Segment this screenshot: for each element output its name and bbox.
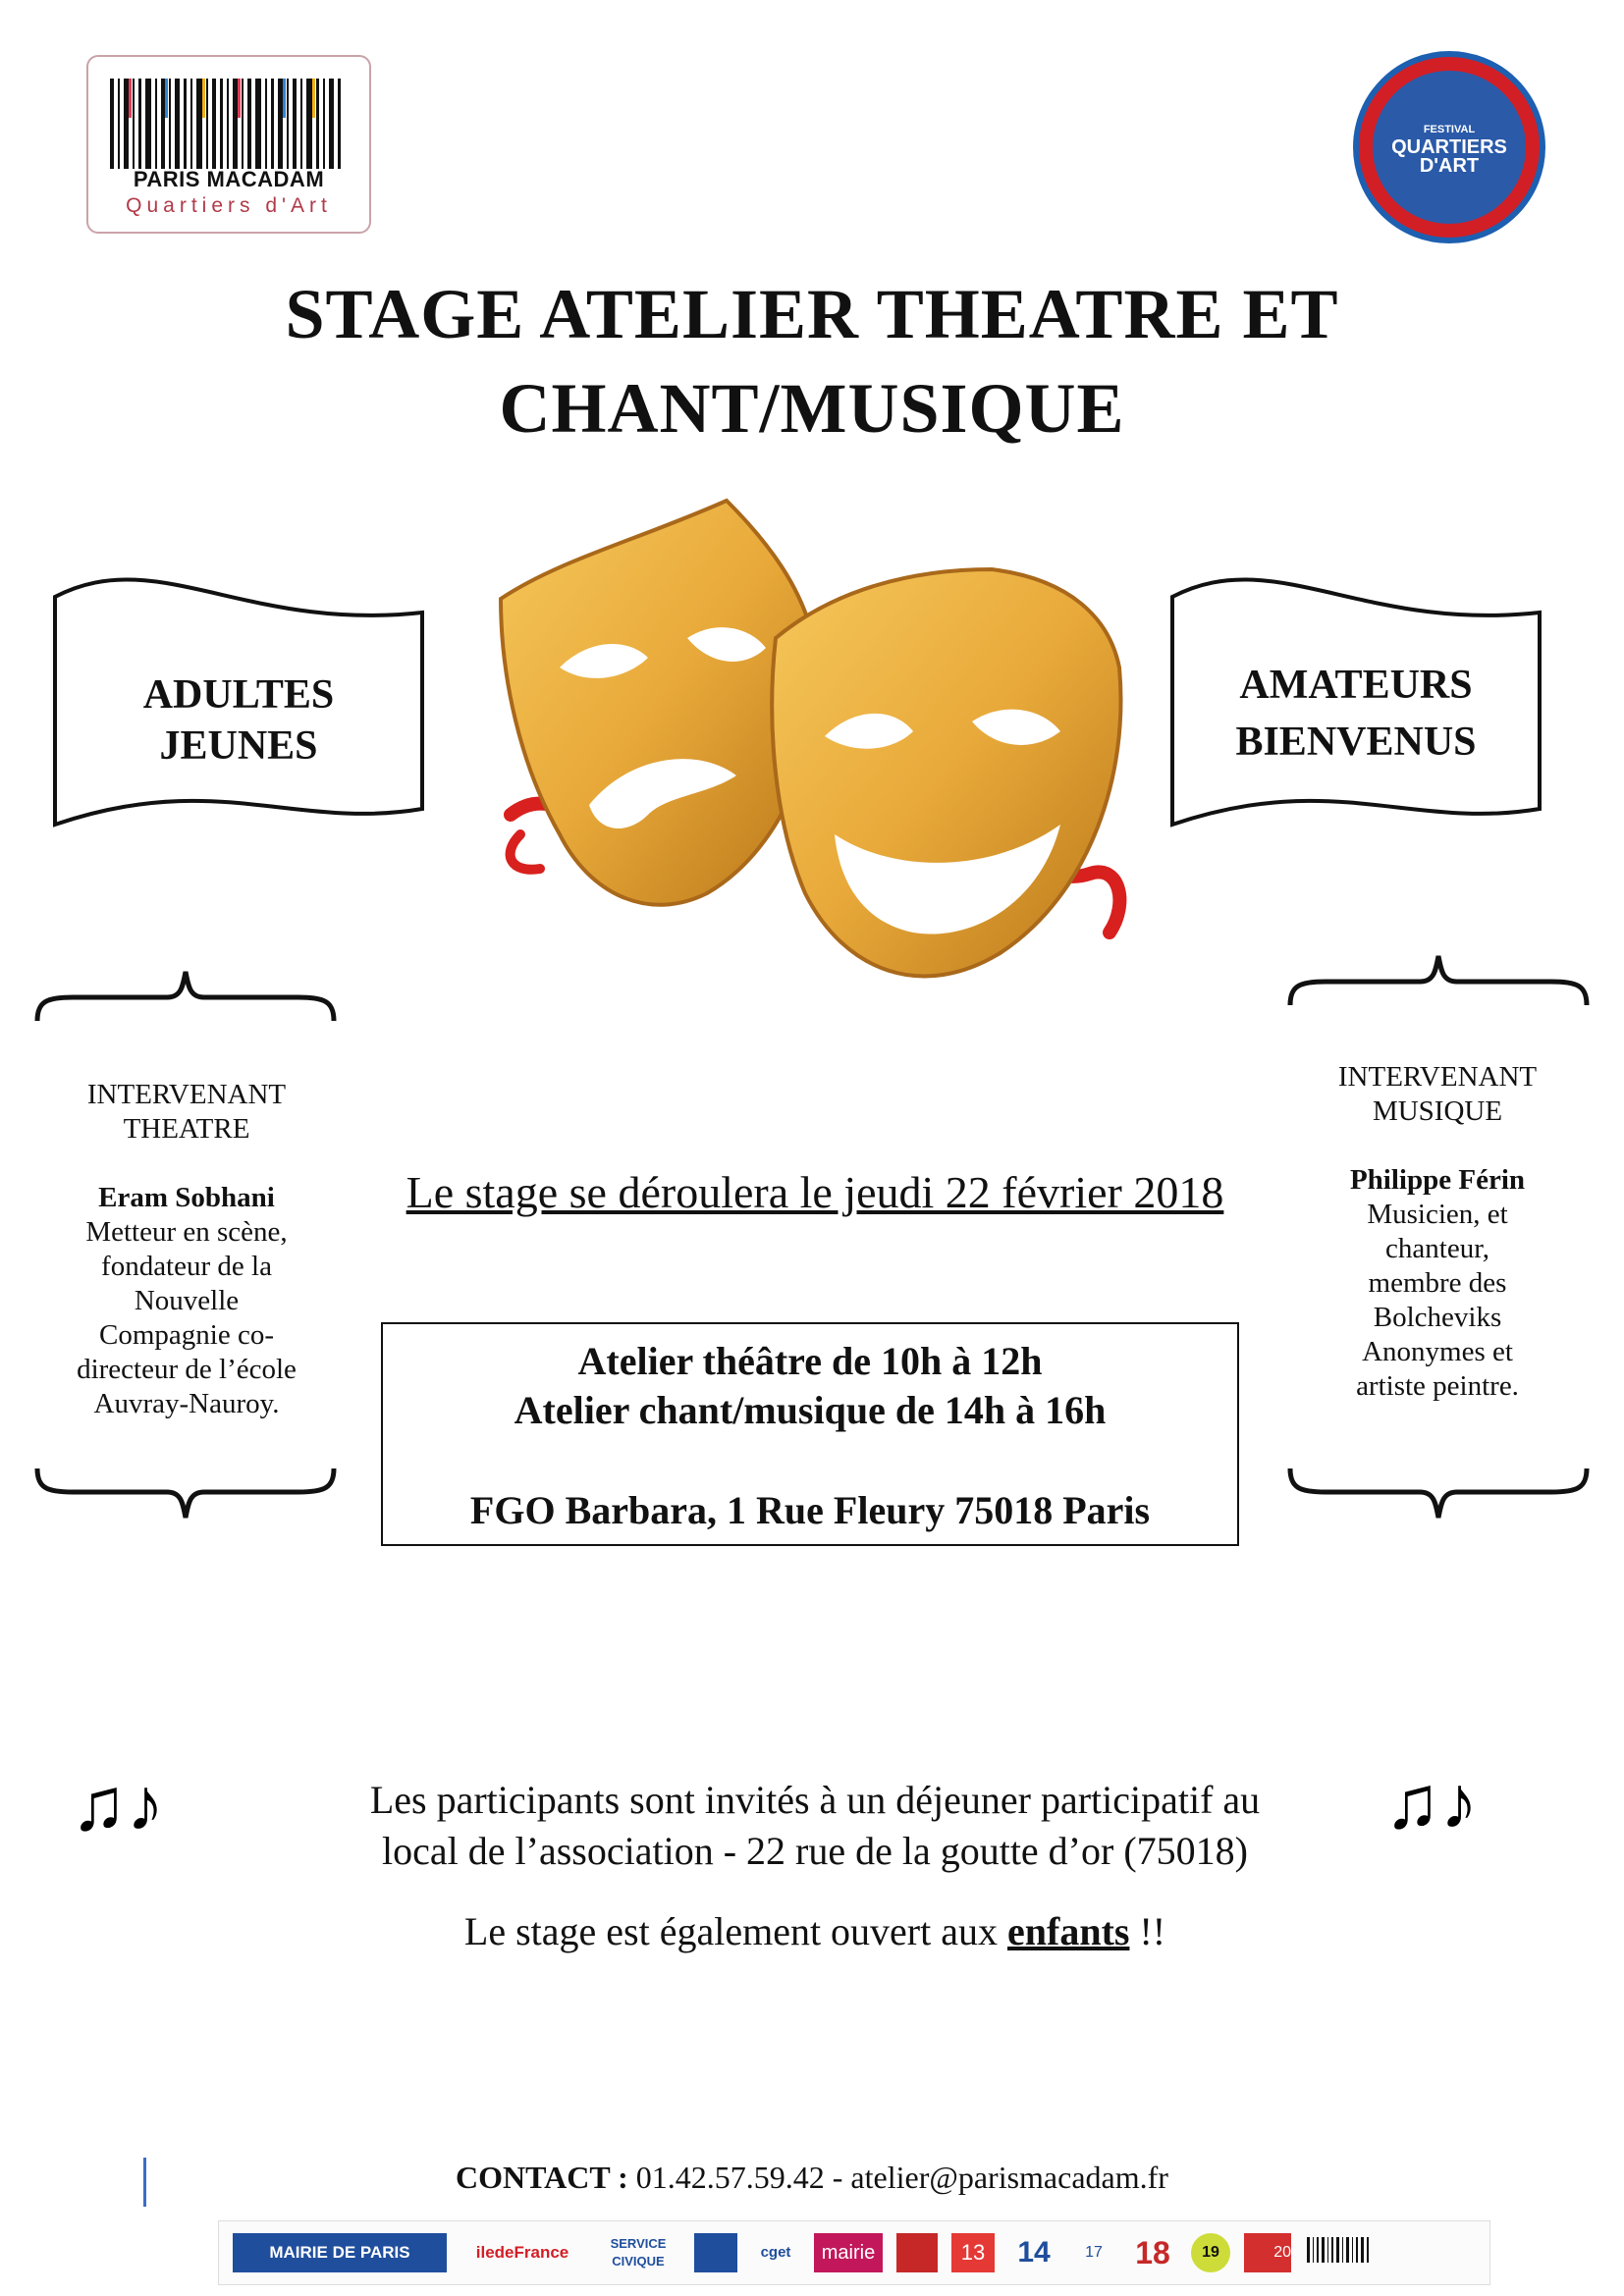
- partner-logos-strip: [218, 2220, 1490, 2285]
- festival-logo-line3: D'ART: [1419, 155, 1480, 177]
- desc-line: Anonymes et: [1362, 1336, 1513, 1367]
- banner-left: [49, 573, 428, 868]
- desc-line: Musicien, et: [1367, 1199, 1508, 1230]
- contact-details[interactable]: 01.42.57.59.42 - atelier@parismacadam.fr: [635, 2160, 1168, 2195]
- paris-macadam-logo: [86, 55, 371, 234]
- desc-line: Metteur en scène,: [85, 1216, 288, 1248]
- banner-right: [1166, 573, 1545, 868]
- music-notes-icon: ♫♪: [1384, 1762, 1478, 1844]
- desc-line: Compagnie co-: [99, 1319, 274, 1351]
- brace-top-right: [1286, 952, 1591, 1007]
- logo-title: PARIS MACADAM: [133, 167, 325, 191]
- kids-keyword: enfants: [1007, 1909, 1130, 1953]
- logo-cget: cget: [760, 2244, 791, 2261]
- desc-line: Nouvelle: [134, 1285, 240, 1316]
- lunch-line-1: Les participants sont invités à un déjeuner participatif au: [369, 1778, 1261, 1822]
- schedule-box: [381, 1322, 1239, 1546]
- desc-line: artiste peintre.: [1356, 1370, 1519, 1402]
- theatre-masks-icon: [481, 481, 1149, 1070]
- kids-text: Le stage est également ouvert aux: [463, 1909, 998, 1953]
- logo-mairie-de-paris: MAIRIE DE PARIS: [233, 2233, 447, 2272]
- stage-date: Le stage se déroulera le jeudi 22 février 2018: [406, 1167, 1224, 1217]
- schedule-venue: FGO Barbara, 1 Rue Fleury 75018 Paris: [469, 1488, 1151, 1532]
- role-line-1: INTERVENANT: [86, 1079, 287, 1110]
- logo-13: 13: [951, 2233, 995, 2272]
- logo-subtitle: Quartiers d'Art: [126, 194, 332, 217]
- festival-logo-line2: QUARTIERS: [1391, 136, 1507, 158]
- kids-note: [314, 1908, 1316, 1954]
- page-title: [196, 267, 1428, 455]
- contact-line: [295, 2160, 1329, 2196]
- banner-right-line1: AMATEURS: [1239, 663, 1473, 708]
- logo-ile-de-france: iledeFrance: [475, 2243, 569, 2262]
- intervenant-theatre: [43, 1078, 330, 1421]
- title-line-2: CHANT/MUSIQUE: [499, 369, 1125, 448]
- intervenant-name: Philippe Férin: [1349, 1164, 1526, 1196]
- logo-mairie-17: mairie: [814, 2233, 883, 2272]
- desc-line: directeur de l’école: [77, 1354, 297, 1385]
- lunch-note: [314, 1775, 1316, 1877]
- intervenant-name: Eram Sobhani: [98, 1182, 275, 1213]
- desc-line: fondateur de la: [101, 1251, 272, 1282]
- role-line-1: INTERVENANT: [1337, 1061, 1538, 1093]
- brace-top-left: [33, 968, 338, 1023]
- desc-line: chanteur,: [1385, 1233, 1489, 1264]
- logo-17: 17: [1085, 2244, 1103, 2261]
- banner-left-line1: ADULTES: [142, 672, 335, 718]
- logo-14: 14: [1017, 2236, 1051, 2269]
- festival-logo: [1353, 51, 1545, 243]
- banner-left-line2: JEUNES: [159, 723, 318, 769]
- logo-red-icon: [896, 2233, 938, 2272]
- logo-paris-macadam-small: [1305, 2233, 1374, 2272]
- barcode-icon: [1305, 2233, 1374, 2272]
- role-line-2: MUSIQUE: [1372, 1095, 1503, 1127]
- festival-logo-line1: FESTIVAL: [1423, 124, 1476, 135]
- brace-bottom-right: [1286, 1467, 1591, 1522]
- music-notes-icon: ♫♪: [71, 1764, 164, 1846]
- logo-18: 18: [1135, 2235, 1170, 2270]
- barcode-icon: [110, 79, 346, 169]
- logo-caf-icon: [694, 2233, 737, 2272]
- title-line-1: STAGE ATELIER THEATRE ET: [285, 275, 1339, 353]
- desc-line: Bolcheviks: [1373, 1302, 1502, 1333]
- role-line-2: THEATRE: [123, 1113, 250, 1145]
- logo-19: 19: [1191, 2233, 1230, 2272]
- kids-exclaim: !!: [1139, 1909, 1166, 1953]
- logo-service-civique: SERVICE CIVIQUE: [610, 2236, 667, 2269]
- schedule-chant: Atelier chant/musique de 14h à 16h: [514, 1388, 1107, 1432]
- brace-bottom-left: [33, 1467, 338, 1522]
- banner-right-line2: BIENVENUS: [1235, 720, 1477, 765]
- intervenant-musique: [1294, 1060, 1581, 1404]
- logo-20: 20: [1244, 2233, 1291, 2272]
- margin-marker: [143, 2158, 146, 2207]
- desc-line: Auvray-Nauroy.: [93, 1388, 280, 1419]
- schedule-theatre: Atelier théâtre de 10h à 12h: [577, 1339, 1043, 1383]
- desc-line: membre des: [1368, 1267, 1507, 1299]
- contact-label: CONTACT :: [456, 2160, 628, 2195]
- lunch-line-2: local de l’association - 22 rue de la goutte d’or (75018): [382, 1829, 1248, 1873]
